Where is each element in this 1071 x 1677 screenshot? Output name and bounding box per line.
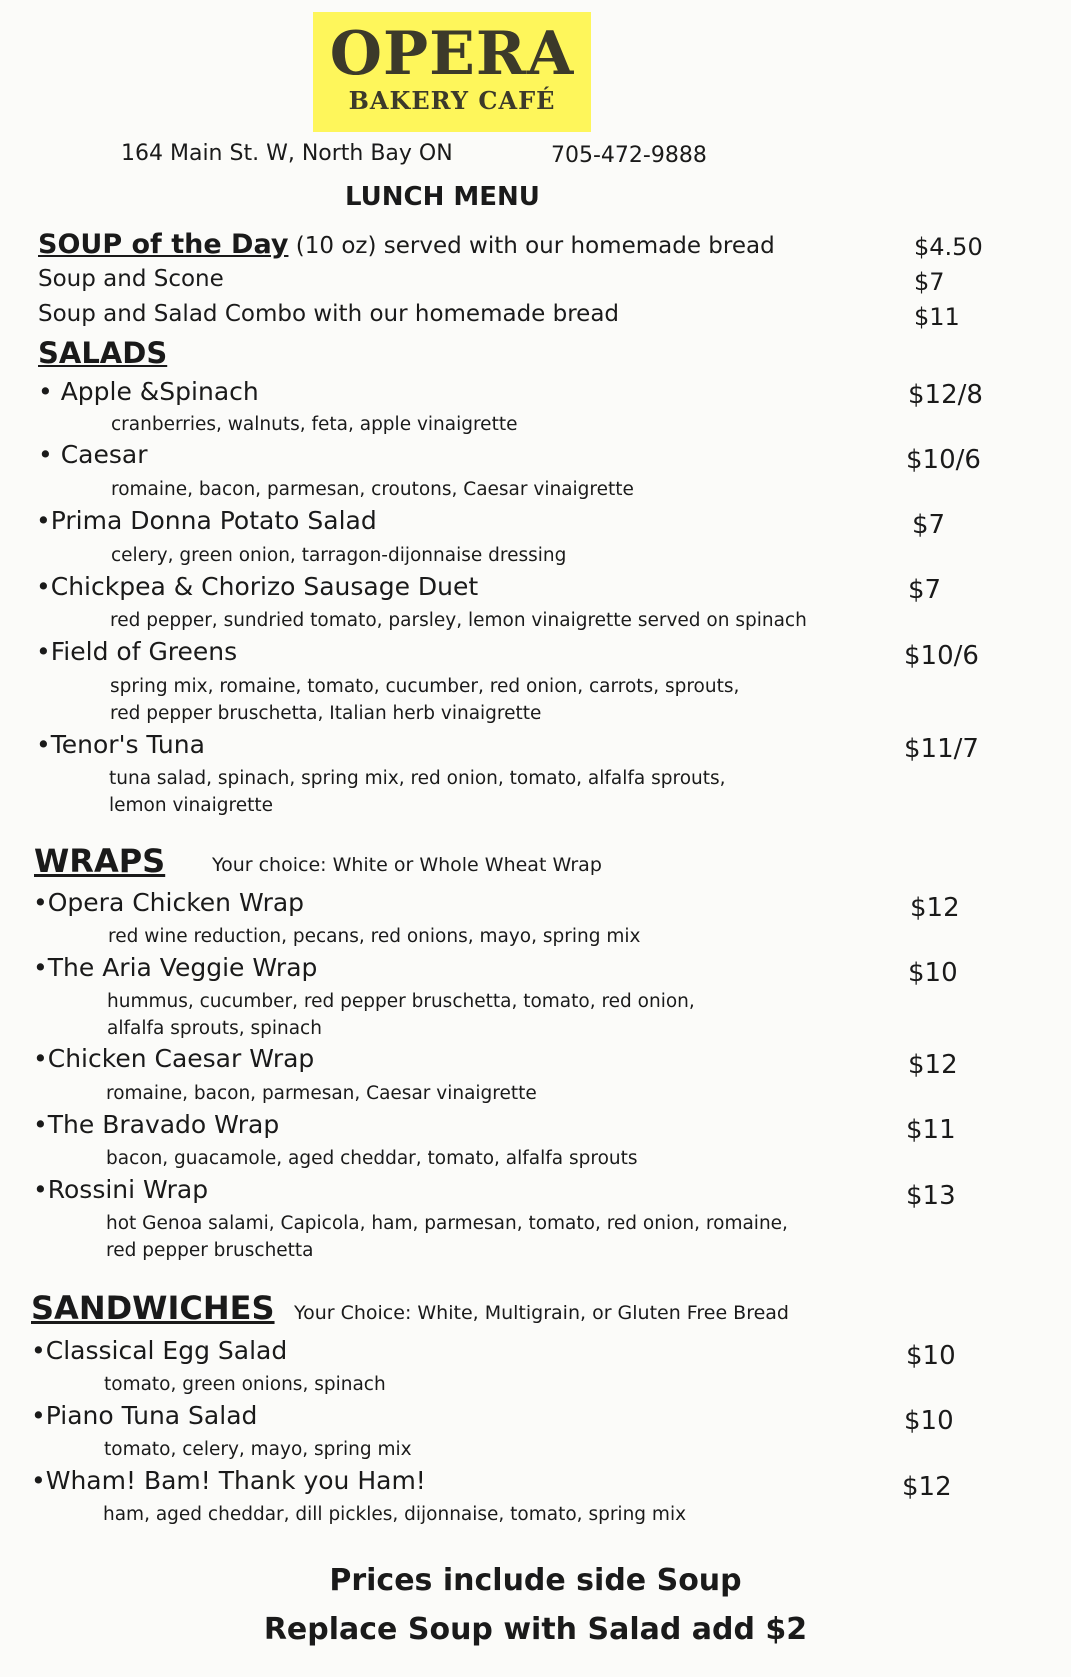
soup-of-the-day — [38, 229, 775, 260]
wrap-item-desc: hot Genoa salami, Capicola, ham, parmesan, tomato, red onion, romaine, — [106, 1213, 788, 1234]
soup-heading-rest: (10 oz) served with our homemade bread — [288, 233, 775, 259]
wrap-item-desc: hummus, cucumber, red pepper bruschetta, tomato, red onion, — [107, 991, 695, 1012]
salad-item-name: • Apple &Spinach — [38, 377, 259, 406]
sandwich-item-name: •Piano Tuna Salad — [31, 1401, 258, 1430]
sandwich-item-price: $10 — [904, 1406, 954, 1436]
salad-item-price: $12/8 — [908, 380, 983, 410]
soup-item-name: Soup and Scone — [38, 266, 224, 292]
footer-line-1: Prices include side Soup — [329, 1563, 742, 1598]
wrap-item-name: •The Aria Veggie Wrap — [33, 953, 318, 982]
soup-item-price: $7 — [914, 268, 945, 296]
wrap-item-desc: alfalfa sprouts, spinach — [107, 1018, 322, 1039]
cafe-logo — [313, 12, 591, 132]
wraps-heading: WRAPS — [34, 842, 166, 880]
soup-item-name: Soup and Salad Combo with our homemade bread — [38, 301, 620, 327]
salad-item-desc: cranberries, walnuts, feta, apple vinaigrette — [111, 414, 518, 435]
wrap-item-name: •Opera Chicken Wrap — [33, 888, 305, 917]
wrap-item-desc: red wine reduction, pecans, red onions, mayo, spring mix — [108, 926, 641, 947]
salad-item-desc: celery, green onion, tarragon-dijonnaise dressing — [111, 545, 567, 566]
sandwich-item-desc: tomato, celery, mayo, spring mix — [104, 1439, 412, 1460]
wrap-item-price: $11 — [906, 1115, 956, 1145]
wrap-item-price: $13 — [906, 1181, 956, 1211]
salad-item-name: •Prima Donna Potato Salad — [36, 506, 377, 535]
salad-item-price: $7 — [908, 575, 942, 605]
salad-item-price: $11/7 — [904, 734, 979, 764]
sandwich-item-desc: tomato, green onions, spinach — [104, 1374, 386, 1395]
salad-item-desc: romaine, bacon, parmesan, croutons, Caesar vinaigrette — [111, 479, 634, 500]
wrap-item-price: $12 — [910, 893, 960, 923]
sandwich-item-name: •Classical Egg Salad — [31, 1336, 288, 1365]
salad-item-desc: lemon vinaigrette — [109, 795, 273, 816]
wrap-item-desc: bacon, guacamole, aged cheddar, tomato, alfalfa sprouts — [106, 1148, 638, 1169]
menu-title: LUNCH MENU — [345, 182, 540, 212]
wrap-item-price: $10 — [908, 958, 958, 988]
salads-heading: SALADS — [38, 336, 168, 370]
salad-item-desc: red pepper, sundried tomato, parsley, lemon vinaigrette served on spinach — [110, 610, 807, 631]
wrap-item-desc: romaine, bacon, parmesan, Caesar vinaigrette — [106, 1083, 537, 1104]
logo-name: OPERA — [329, 19, 575, 89]
footer-line-2: Replace Soup with Salad add $2 — [263, 1612, 808, 1647]
wraps-note: Your choice: White or Whole Wheat Wrap — [212, 854, 602, 876]
salad-item-price: $10/6 — [904, 641, 979, 671]
salad-item-name: •Tenor's Tuna — [36, 730, 205, 759]
sandwiches-note: Your Choice: White, Multigrain, or Gluten Free Bread — [294, 1302, 789, 1324]
sandwich-item-price: $12 — [902, 1472, 952, 1502]
wrap-item-desc: red pepper bruschetta — [106, 1240, 314, 1261]
sandwich-item-name: •Wham! Bam! Thank you Ham! — [31, 1466, 426, 1495]
salad-item-name: • Caesar — [38, 440, 148, 469]
salad-item-price: $10/6 — [906, 445, 981, 475]
wrap-item-name: •Rossini Wrap — [33, 1175, 209, 1204]
salad-item-desc: spring mix, romaine, tomato, cucumber, red onion, carrots, sprouts, — [110, 676, 740, 697]
sandwiches-heading: SANDWICHES — [31, 1289, 275, 1327]
salad-item-desc: tuna salad, spinach, spring mix, red onion, tomato, alfalfa sprouts, — [109, 768, 726, 789]
address: 164 Main St. W, North Bay ON — [121, 141, 453, 166]
phone: 705-472-9888 — [551, 143, 707, 168]
salad-item-desc: red pepper bruschetta, Italian herb vinaigrette — [110, 703, 542, 724]
sandwich-item-desc: ham, aged cheddar, dill pickles, dijonnaise, tomato, spring mix — [103, 1504, 687, 1525]
sandwich-item-price: $10 — [906, 1341, 956, 1371]
wrap-item-name: •The Bravado Wrap — [33, 1110, 280, 1139]
salad-item-name: •Chickpea & Chorizo Sausage Duet — [36, 572, 479, 601]
wrap-item-price: $12 — [908, 1050, 958, 1080]
salad-item-name: •Field of Greens — [36, 637, 238, 666]
wrap-item-name: •Chicken Caesar Wrap — [33, 1044, 315, 1073]
logo-subtitle: BAKERY CAFÉ — [348, 86, 556, 115]
soup-heading: SOUP of the Day — [38, 229, 289, 260]
soup-item-price: $11 — [914, 303, 960, 331]
salad-item-price: $7 — [912, 510, 946, 540]
soup-price: $4.50 — [914, 233, 983, 261]
